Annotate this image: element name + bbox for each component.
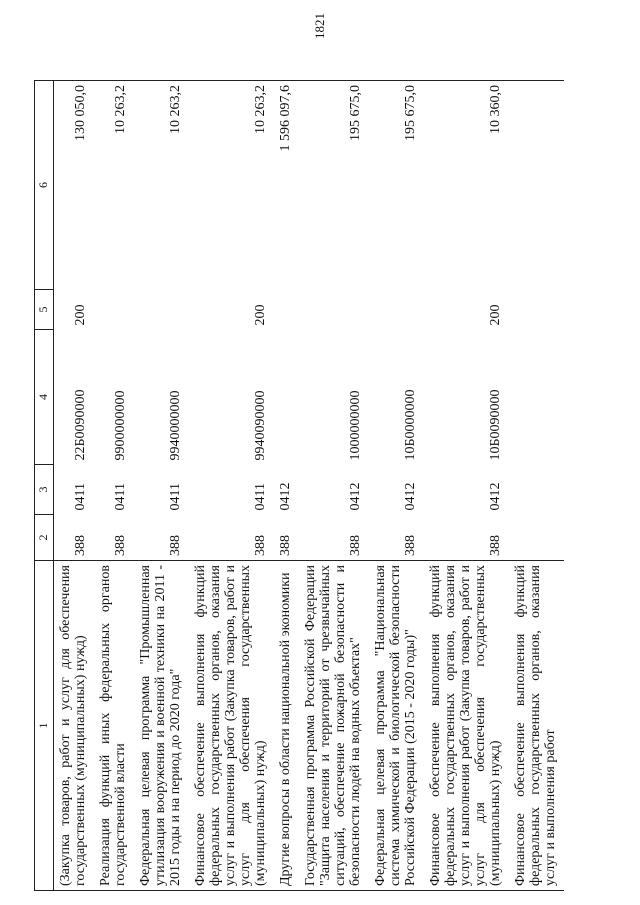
- amount: 1 596 097,6: [274, 81, 299, 290]
- table-row: [509, 81, 564, 891]
- budget-table: [34, 80, 564, 891]
- section-code: 0412: [348, 482, 363, 511]
- amount: 195 675,0: [299, 81, 369, 290]
- expense-type-code: [369, 290, 424, 330]
- admin-code: 388: [73, 535, 88, 556]
- table-row: [424, 81, 509, 891]
- table-row: [299, 81, 369, 891]
- expense-type-code: 200: [253, 304, 268, 326]
- expense-type-code: [94, 290, 134, 330]
- section-code: 0412: [403, 482, 418, 511]
- item-name: Федеральная целевая программа "Промышленная утилизация вооружения и военной техники на 2011 - 2015 годы и на период до 2020 года": [134, 561, 189, 891]
- target-code: 22Б0090000: [73, 389, 88, 461]
- item-name: Финансовое обеспечение выполнения функций федеральных государственных органов, оказания услуг и выполнения работ (Закупка товаров, работ и услуг для обеспечения государственных (муниципальных) нужд): [424, 561, 509, 891]
- target-code: 10Б0000000: [403, 389, 418, 461]
- admin-code: 388: [168, 535, 183, 556]
- table-row: [134, 81, 189, 891]
- admin-code: 388: [488, 535, 503, 556]
- table-row: [369, 81, 424, 891]
- amount: 10 263,2: [134, 81, 189, 290]
- admin-code: 388: [403, 535, 418, 556]
- admin-code: 388: [278, 535, 293, 556]
- admin-code: 388: [253, 535, 268, 556]
- target-code: 9940000000: [168, 390, 183, 461]
- budget-table-container: [34, 81, 594, 891]
- amount: 10 360,0: [424, 81, 509, 290]
- item-name: Финансовое обеспечение выполнения функций федеральных государственных органов, оказания услуг и выполнения работ: [509, 561, 564, 891]
- expense-type-code: 200: [73, 304, 88, 326]
- amount: 195 675,0: [369, 81, 424, 290]
- admin-code: [509, 515, 564, 561]
- section-code: 0412: [488, 482, 503, 511]
- amount: [509, 81, 564, 290]
- table-row: [274, 81, 299, 891]
- expense-type-code: [274, 290, 299, 330]
- section-code: [509, 465, 564, 515]
- item-name: Другие вопросы в области национальной экономики: [274, 561, 299, 891]
- amount: 130 050,0: [54, 81, 95, 290]
- page-number: 1821: [312, 13, 327, 39]
- target-code: [509, 330, 564, 465]
- target-code: [274, 330, 299, 465]
- column-header: 3: [35, 465, 54, 515]
- item-name: Реализация функций иных федеральных органов государственной власти: [94, 561, 134, 891]
- target-code: 1000000000: [348, 390, 363, 461]
- expense-type-code: [299, 290, 369, 330]
- item-name: Финансовое обеспечение выполнения функций федеральных государственных органов, оказания услуг и выполнения работ (Закупка товаров, работ и услуг для обеспечения государственных (муниципальных) нужд): [189, 561, 274, 891]
- target-code: 9900000000: [113, 390, 128, 461]
- expense-type-code: 200: [488, 304, 503, 326]
- column-header: 1: [35, 561, 54, 891]
- section-code: 0411: [253, 483, 268, 511]
- item-name: Федеральная целевая программа "Национальная система химической и биологической безопасности Российской Федерации (2015 - 2020 годы)": [369, 561, 424, 891]
- expense-type-code: [134, 290, 189, 330]
- table-row: [94, 81, 134, 891]
- item-name: (Закупка товаров, работ и услуг для обеспечения государственных (муниципальных) нужд): [54, 561, 95, 891]
- column-header: 5: [35, 290, 54, 330]
- section-code: 0412: [278, 482, 293, 511]
- table-row: [189, 81, 274, 891]
- admin-code: 388: [348, 535, 363, 556]
- admin-code: 388: [113, 535, 128, 556]
- column-header: 2: [35, 515, 54, 561]
- section-code: 0411: [73, 483, 88, 511]
- section-code: 0411: [113, 483, 128, 511]
- table-row: [54, 81, 95, 891]
- column-header: 6: [35, 81, 54, 290]
- target-code: 10Б0090000: [488, 389, 503, 461]
- target-code: 9940090000: [253, 390, 268, 461]
- amount: 10 263,2: [94, 81, 134, 290]
- expense-type-code: [509, 290, 564, 330]
- item-name: Государственная программа Российской Федерации "Защита населения и территорий от чрезвычайных ситуаций, обеспечение пожарной безопасности и безопасности людей на водных объектах": [299, 561, 369, 891]
- table-header-row: [35, 81, 54, 891]
- amount: 10 263,2: [189, 81, 274, 290]
- column-header: 4: [35, 330, 54, 465]
- section-code: 0411: [168, 483, 183, 511]
